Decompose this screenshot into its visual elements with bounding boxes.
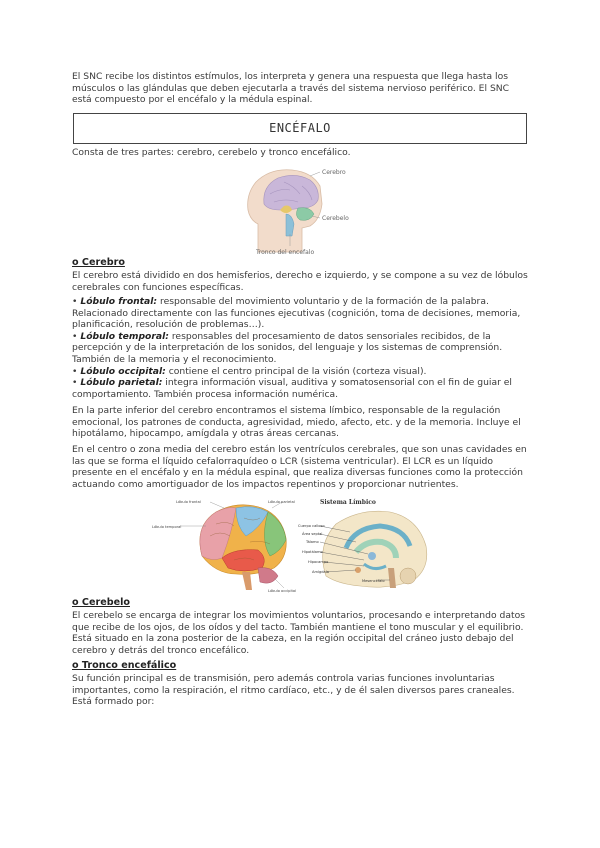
label-hipotalamo: Hipotálamo (302, 550, 323, 554)
intro-paragraph: El SNC recibe los distintos estímulos, los interpreta y genera una respuesta que llega hasta los músculos o las glándulas que deben ejecutarla a través del sistema nervioso periférico. El SNC está compuesto por el encéfalo y la médula espinal. (72, 71, 510, 106)
lateral-brain-illustration (152, 500, 296, 593)
lobe-text: contiene el centro principal de la visión (corteza visual). (165, 365, 427, 377)
label-cuerpo-calloso: Cuerpo calloso (298, 524, 325, 528)
label-lobulo-temporal: Lóbulo temporal (152, 525, 182, 529)
label-area-septal: Área septal (302, 532, 323, 536)
heading-tronco: o Tronco encefálico (72, 660, 177, 671)
lobe-name: Lóbulo parietal: (80, 377, 163, 389)
lobe-text: responsable del movimiento voluntario y de la formación de la palabra. Relacionado directamente con las funciones ejecutivas (cognición, toma de decisiones, memoria, planificación, resolución de problemas…). (72, 296, 521, 331)
lobe-item: • Lóbulo temporal: responsables del procesamiento de datos sensoriales recibidos, de la percepción y de la interpretación de los sonidos, del lenguaje y los sistemas de comprensión. También de la memoria y el reconocimiento. (72, 330, 503, 365)
label-amigdala: Amígdala (312, 570, 329, 574)
section-title: ENCÉFALO (269, 121, 331, 135)
label-hipocampo: Hipocampo (308, 560, 329, 564)
section-title-box (73, 113, 527, 144)
limbic-system-illustration (298, 499, 427, 588)
label-mesencefalo: Mesencéfalo (362, 579, 385, 583)
label-lobulo-frontal: Lóbulo frontal (176, 500, 201, 504)
label-talamo: Tálamo (306, 540, 319, 544)
cerebro-intro: El cerebro está dividido en dos hemisferios, derecho e izquierdo, y se compone a su vez de lóbulos cerebrales con funciones específicas. (72, 270, 528, 293)
tronco-paragraph: Su función principal es de transmisión, pero además controla varias funciones involuntarias importantes, como la respiración, el ritmo cardíaco, etc., y de él salen diversos pares craneales. Está formado por: (72, 673, 515, 708)
lobe-text: responsables del procesamiento de datos sensoriales recibidos, de la percepción y de la interpretación de los sonidos, del lenguaje y los sistemas de comprensión. También de la memoria y el reconocimiento. (72, 330, 503, 365)
label-cerebelo: Cerebelo (322, 215, 349, 222)
encefalo-diagram (240, 164, 366, 258)
cerebelo-paragraph: El cerebelo se encarga de integrar los movimientos voluntarios, procesando e interpretando datos que recibe de los ojos, de los oídos y del tacto. También mantiene el tono muscular y el equilibrio. Está situado en la zona posterior de la cabeza, en la región occipital del cráneo justo debajo del cerebro y detrás del tronco encefálico. (72, 610, 525, 656)
label-lobulo-parietal: Lóbulo parietal (268, 500, 295, 504)
brain-lobes-and-limbic-figure (150, 496, 450, 594)
limbic-title: Sistema Límbico (320, 499, 376, 506)
lobe-text: integra información visual, auditiva y somatosensorial con el fin de guiar el comportamiento. También procesa información numérica. (72, 377, 512, 400)
encefalo-parts-text: Consta de tres partes: cerebro, cerebelo y tronco encefálico. (72, 147, 351, 158)
lobe-item: • Lóbulo occipital: contiene el centro principal de la visión (corteza visual). (72, 365, 427, 377)
lobe-item: • Lóbulo parietal: integra información visual, auditiva y somatosensorial con el fin de guiar el comportamiento. También procesa información numérica. (72, 377, 512, 400)
label-lobulo-occipital: Lóbulo occipital (268, 589, 297, 593)
label-cerebro: Cerebro (322, 169, 346, 176)
lobes-list (72, 296, 530, 400)
limbic-paragraph: En la parte inferior del cerebro encontramos el sistema límbico, responsable de la regulación emocional, los patrones de conducta, agresividad, miedo, afecto, etc. y de la memoria. Incluye el hipotálamo, hipocampo, amígdala y otras áreas cercanas. (72, 405, 521, 440)
lobe-name: Lóbulo occipital: (80, 365, 166, 377)
label-tronco: Tronco del encefalo (256, 249, 315, 256)
heading-cerebro: o Cerebro (72, 257, 125, 268)
heading-cerebelo: o Cerebelo (72, 597, 130, 608)
lobe-name: Lóbulo temporal: (80, 330, 169, 342)
ventricles-paragraph: En el centro o zona media del cerebro están los ventrículos cerebrales, que son unas cavidades en las que se forma el líquido cefalorraquídeo o LCR (sistema ventricular). El LCR es un líquido presente en el encéfalo y en la médula espinal, que realiza diversas funciones como la protección actuando como amortiguador de los impactos repentinos y proporcionar nutrientes. (72, 444, 527, 490)
lobe-item: • Lóbulo frontal: responsable del movimiento voluntario y de la formación de la palabra. Relacionado directamente con las funciones ejecutivas (cognición, toma de decisiones, memoria, planificación, resolución de problemas…). (72, 296, 521, 331)
lobe-name: Lóbulo frontal: (80, 296, 158, 307)
